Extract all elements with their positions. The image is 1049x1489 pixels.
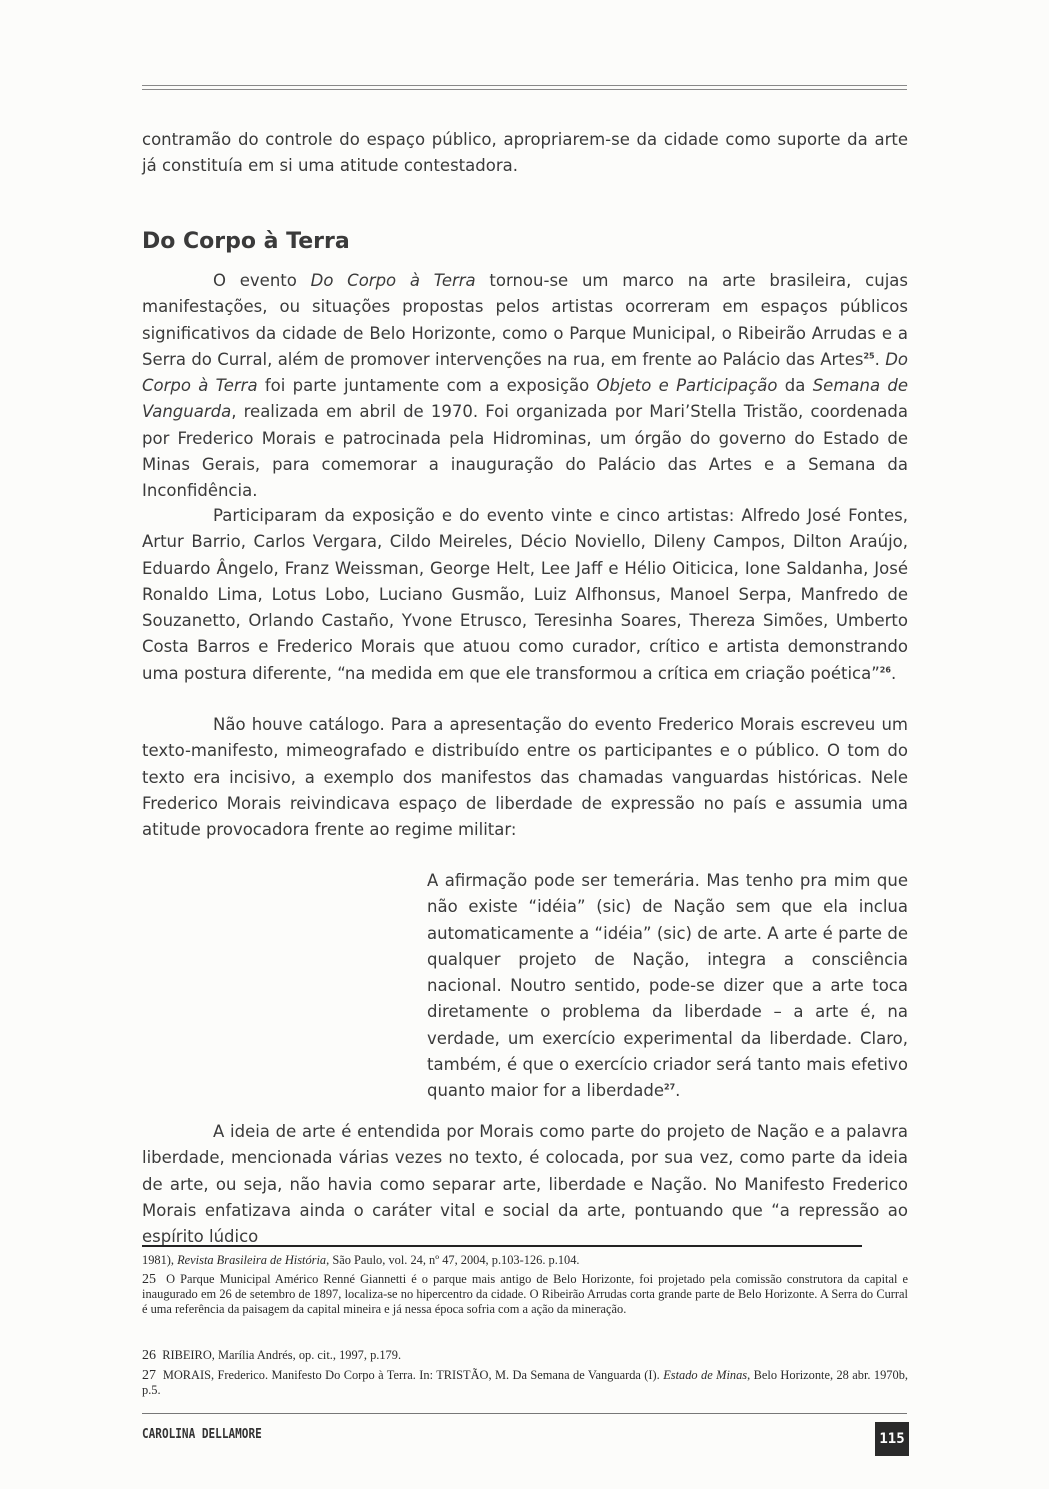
section-heading: Do Corpo à Terra [142, 229, 350, 254]
intro-paragraph: contramão do controle do espaço público, apropriarem-se da cidade como suporte da arte já constituía em si uma atitude contestadora. [142, 130, 908, 176]
footnote-number: 27 [142, 1368, 156, 1383]
paragraph-do-corpo: O evento Do Corpo à Terra tornou-se um marco na arte brasileira, cujas manifestações, ou situações propostas pelos artistas ocorreram em espaços públicos significativos da cidade de Belo Horizonte, como o Parque Municipal, o Ribeirão Arrudas e a Serra do Curral, além de promover intervenções na rua, em frente ao Palácio das Artes$^{25}$. Do Corpo à Terra foi parte juntamente com a exposição Objeto e Participação da Semana de Vanguarda, realizada em abril de 1970. Foi organizada por Mari’Stella Tristão, coordenada por Frederico Morais e patrocinada pela Hidrominas, um órgão do governo do Estado de Minas Gerais, para comemorar a inauguração do Palácio das Artes e a Semana da Inconfidência. [142, 271, 908, 501]
footnote-26: 26 RIBEIRO, Marília Andrés, op. cit., 1997, p.179. [142, 1348, 402, 1363]
header-rule-secondary [142, 89, 907, 90]
footer-rule [142, 1413, 907, 1414]
paragraph-nation: A ideia de arte é entendida por Morais como parte do projeto de Nação e a palavra liberdade, mencionada várias vezes no texto, é colocada, por sua vez, como parte da ideia de arte, ou seja, não havia como separar arte, liberdade e Nação. No Manifesto Frederico Morais enfatizava ainda o caráter vital e social da arte, pontuando que “a repressão ao espírito lúdico [142, 1122, 908, 1247]
footnote-continuation: 1981), Revista Brasileira de História, São Paulo, vol. 24, nº 47, 2004, p.103-126. p.104. [142, 1253, 580, 1267]
paragraph-catalog: Não houve catálogo. Para a apresentação do evento Frederico Morais escreveu um texto-manifesto, mimeografado e distribuído entre os participantes e o público. O tom do texto era incisivo, a exemplo dos manifestos das chamadas vanguardas históricas. Nele Frederico Morais reivindicava espaço de liberdade de expressão no país e assumia uma atitude provocadora frente ao regime militar: [142, 715, 908, 840]
footnote-ref-26[interactable]: 26 [879, 665, 891, 675]
footnote-ref-27[interactable]: 27 [664, 1082, 676, 1092]
footnote-number: 25 [142, 1272, 156, 1287]
paragraph-artists: Participaram da exposição e do evento vinte e cinco artistas: Alfredo José Fontes, Artur Barrio, Carlos Vergara, Cildo Meireles, Décio Noviello, Dileny Campos, Dilton Araújo, Eduardo Ângelo, Franz Weissman, George Helt, Lee Jaff e Hélio Oiticica, Ione Saldanha, José Ronaldo Lima, Lotus Lobo, Luciano Gusmão, Luiz Alfhonsus, Manoel Serpa, Manfredo de Souzanetto, Orlando Castaño, Yvone Etrusco, Teresinha Soares, Thereza Simões, Umberto Costa Barros e Frederico Morais que atuou como curador, crítico e artista demonstrando uma postura diferente, “na medida em que ele transformou a crítica em criação poética”$^{26}$. [142, 506, 908, 683]
page-number-badge: 115 [875, 1422, 909, 1456]
footnote-rule [142, 1245, 862, 1247]
footnote-25: 25 O Parque Municipal Américo Renné Giannetti é o parque mais antigo de Belo Horizonte, foi projetado pela comissão construtora da capital e inaugurado em 26 de setembro de 1897, localiza-se no hipercentro da cidade. O Ribeirão Arrudas corta grande parte de Belo Horizonte. A Serra do Curral é uma referência da paisagem da capital mineira e já nessa época sofria com a ação da mineração. [142, 1272, 908, 1316]
footnote-ref-25[interactable]: 25 [863, 351, 875, 361]
block-quote: A afirmação pode ser temerária. Mas tenho pra mim que não existe “idéia” (sic) de Nação sem que ela inclua automaticamente a “idéia” (sic) de arte. A arte é parte de qualquer projeto de Nação, integra a consciência nacional. Noutro sentido, pode-se dizer que a arte toca diretamente o problema da liberdade – a arte é, na verdade, um exercício experimental da liberdade. Claro, também, é que o exercício criador será tanto mais efetivo quanto maior for a liberdade$^{27}$. [427, 871, 908, 1101]
footnote-number: 26 [142, 1348, 156, 1363]
footnote-27: 27 MORAIS, Frederico. Manifesto Do Corpo à Terra. In: TRISTÃO, M. Da Semana de Vanguarda (I). Estado de Minas, Belo Horizonte, 28 abr. 1970b, p.5. [142, 1368, 908, 1397]
running-footer-author: CAROLINA DELLAMORE [142, 1427, 262, 1442]
header-rule [142, 85, 907, 86]
